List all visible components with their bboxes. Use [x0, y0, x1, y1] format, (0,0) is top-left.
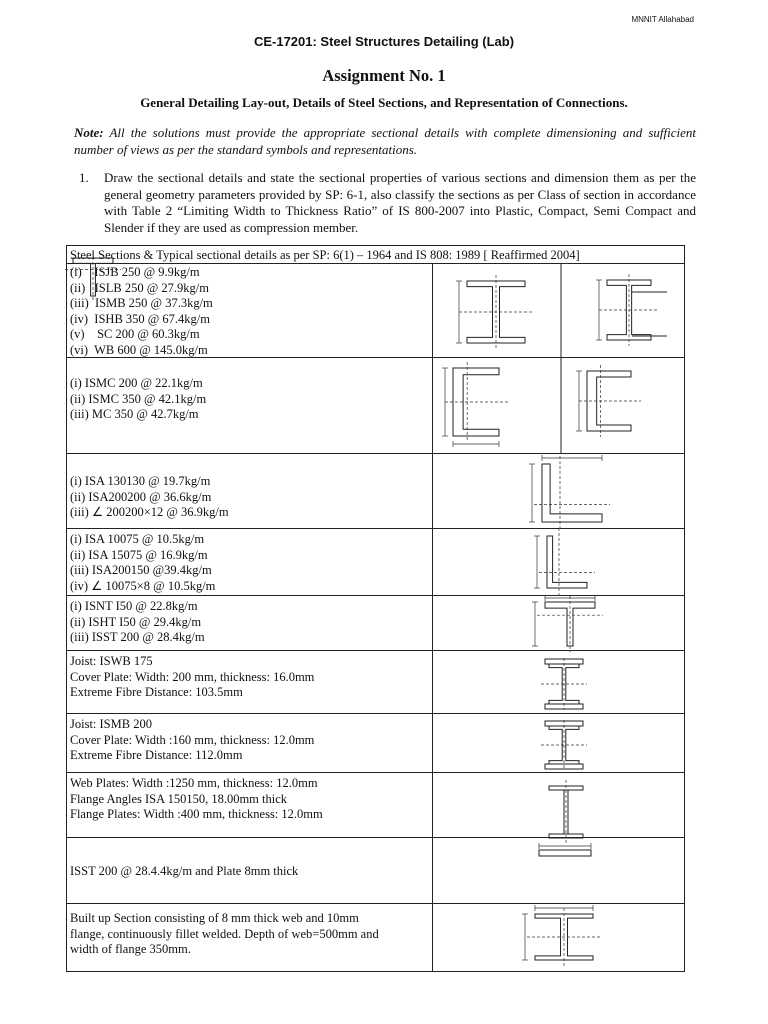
- section-line: (iv) ∠ 10075×8 @ 10.5kg/m: [70, 578, 216, 593]
- table-heading: Steel Sections & Typical sectional details as per SP: 6(1) – 1964 and IS 808: 1989 [ Reaffirmed 2004]: [67, 246, 684, 264]
- section-line: (ii) ISA200200 @ 36.6kg/m: [70, 489, 212, 504]
- section-line: (i) ISJB 250 @ 9.9kg/m: [70, 265, 200, 279]
- section-line: width of flange 350mm.: [70, 942, 191, 956]
- i-section-sketch: [527, 908, 601, 966]
- section-line: Extreme Fibre Distance: 112.0mm: [70, 748, 243, 762]
- question-number: 1.: [79, 170, 89, 185]
- section-line: (iii) ISA200150 @39.4kg/m: [70, 563, 212, 577]
- angle-outline: [547, 536, 587, 588]
- section-line: flange, continuously fillet welded. Depth of web=500mm and: [70, 926, 379, 941]
- section-line: (i) ISA 10075 @ 10.5kg/m: [70, 532, 205, 546]
- channel-sketch: [579, 365, 641, 437]
- section-line: (i) ISMC 200 @ 22.1kg/m: [70, 376, 203, 390]
- sections-table: [66, 245, 685, 972]
- i-section-sketch: [599, 274, 659, 346]
- i-section-sketch: [459, 275, 533, 349]
- i-section-sketch: [541, 720, 587, 770]
- plate-outline: [539, 850, 591, 856]
- question-text: Draw the sectional details and state the sectional properties of various sections and dimension them as per the general geometry parameters provided by SP: 6-1, also classify the sections as per Class of section in accordance with Table 2 “Limiting Width to Thickness Ratio” of IS 800-2007 into Plastic, Compact, Semi Compact and Slender if they are used as compression member.: [104, 170, 696, 235]
- section-figures: [67, 246, 684, 971]
- section-line: Web Plates: Width :1250 mm, thickness: 12.0mm: [70, 776, 318, 790]
- section-line: (ii) ISLB 250 @ 27.9kg/m: [70, 280, 209, 295]
- section-line: (ii) ISHT I50 @ 29.4kg/m: [70, 614, 202, 629]
- institute-label: MNNIT Allahabad: [631, 15, 694, 24]
- question-1: [79, 170, 696, 236]
- section-line: ISST 200 @ 28.4.4kg/m and Plate 8mm thick: [70, 864, 299, 878]
- section-line: (i) ISA 130130 @ 19.7kg/m: [70, 474, 211, 488]
- tee-sketch: [65, 252, 121, 302]
- section-line: (ii) ISA 15075 @ 16.9kg/m: [70, 547, 208, 562]
- section-line: (iv) ISHB 350 @ 67.4kg/m: [70, 311, 210, 326]
- plate-girder-sketch: [549, 780, 583, 844]
- section-line: Built up Section consisting of 8 mm thick web and 10mm: [70, 911, 359, 925]
- i-section-sketch: [541, 658, 587, 710]
- section-line: (iii) ISMB 250 @ 37.3kg/m: [70, 296, 213, 310]
- note-text: All the solutions must provide the appropriate sectional details with complete dimensioning and sufficient number of views as per the standard symbols and representations.: [74, 125, 696, 157]
- angle-outline: [542, 464, 602, 522]
- assignment-title: Assignment No. 1: [322, 66, 446, 85]
- section-line: Flange Plates: Width :400 mm, thickness: 12.0mm: [70, 807, 323, 821]
- section-line: Joist: ISMB 200: [70, 717, 152, 731]
- section-line: (iii) ISST 200 @ 28.4kg/m: [70, 630, 205, 644]
- tee-sketch: [537, 596, 603, 652]
- section-line: (vi) WB 600 @ 145.0kg/m: [70, 342, 208, 357]
- section-line: Cover Plate: Width :160 mm, thickness: 12.0mm: [70, 732, 315, 747]
- section-line: (ii) ISMC 350 @ 42.1kg/m: [70, 391, 207, 406]
- assignment-subtitle: General Detailing Lay-out, Details of Steel Sections, and Representation of Connections.: [140, 95, 628, 110]
- section-line: Flange Angles ISA 150150, 18.00mm thick: [70, 791, 288, 806]
- angle-sketch: [539, 528, 595, 596]
- note-paragraph: [74, 124, 696, 158]
- note-label: Note:: [74, 125, 104, 140]
- section-line: Cover Plate: Width: 200 mm, thickness: 16.0mm: [70, 669, 315, 684]
- section-line: (v) SC 200 @ 60.3kg/m: [70, 327, 200, 341]
- section-line: (i) ISNT I50 @ 22.8kg/m: [70, 599, 198, 613]
- section-line: (iii) ∠ 200200×12 @ 36.9kg/m: [70, 505, 229, 519]
- tee-plate-sketch: [539, 850, 591, 856]
- section-line: (iii) MC 350 @ 42.7kg/m: [70, 407, 199, 421]
- section-line: Joist: ISWB 175: [70, 654, 153, 668]
- leader-line: [632, 292, 667, 336]
- channel-sketch: [445, 362, 509, 442]
- section-line: Extreme Fibre Distance: 103.5mm: [70, 685, 243, 699]
- course-title: CE-17201: Steel Structures Detailing (Lab): [253, 34, 515, 49]
- angle-sketch: [534, 456, 610, 530]
